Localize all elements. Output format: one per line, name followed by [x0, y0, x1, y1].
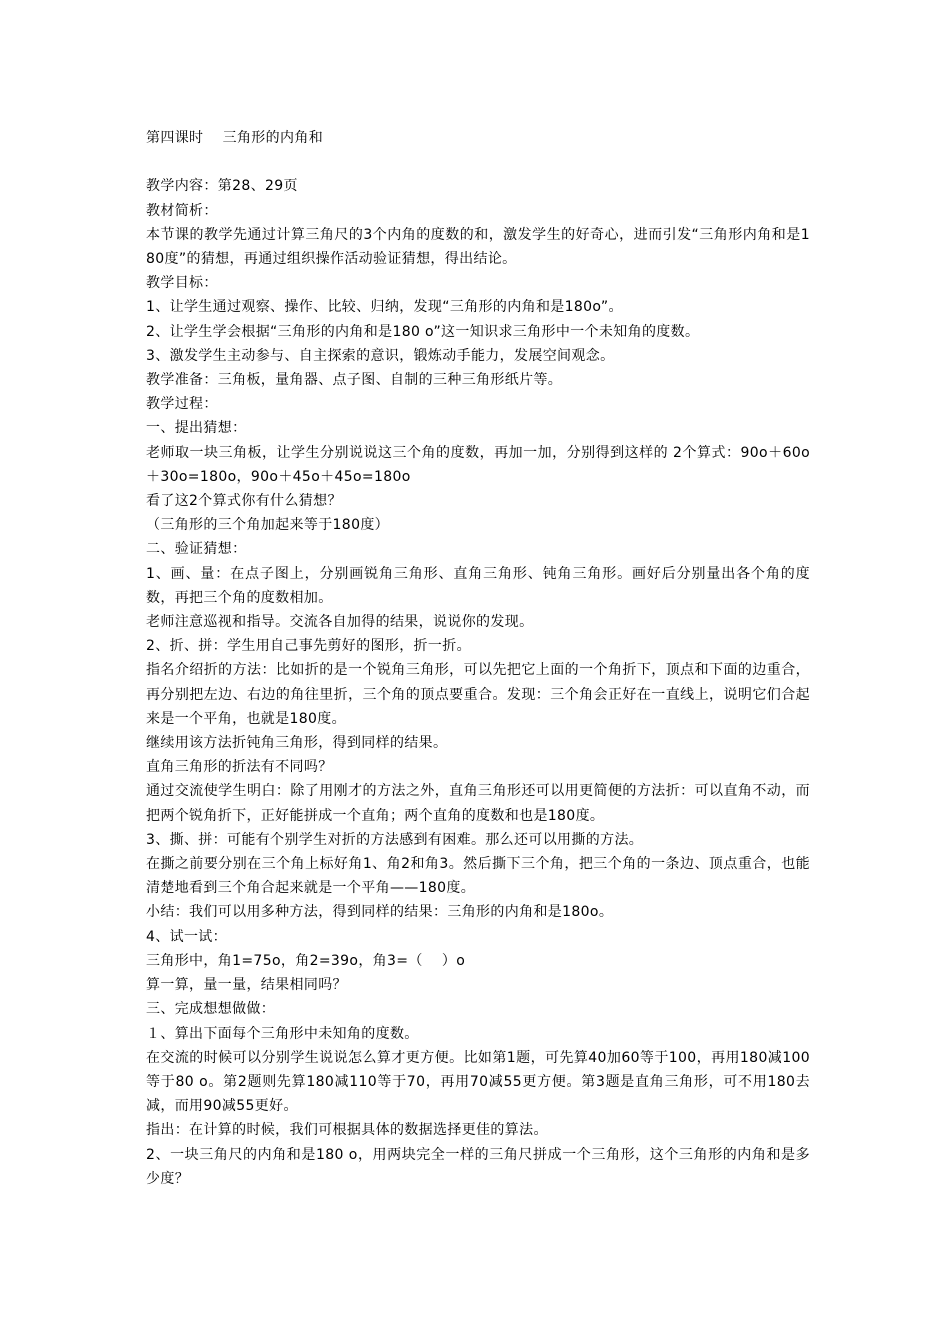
paragraph: 2、一块三角尺的内角和是180 o，用两块完全一样的三角尺拼成一个三角形，这个三角形的内角和是多少度？ — [146, 1146, 810, 1187]
paragraph: 老师注意巡视和指导。交流各自加得的结果，说说你的发现。 — [146, 614, 534, 631]
paragraph: 4、试一试： — [146, 928, 228, 945]
paragraph: 教学准备：三角板，量角器、点子图、自制的三种三角形纸片等。 — [146, 372, 563, 389]
paragraph: 教学目标： — [146, 275, 218, 292]
paragraph: （三角形的三个角加起来等于180度） — [146, 517, 390, 534]
paragraph: 1、画、量：在点子图上，分别画锐角三角形、直角三角形、钝角三角形。画好后分别量出各个角的度数，再把三个角的度数相加。 — [146, 565, 810, 606]
paragraph: 老师取一块三角板，让学生分别说说这三个角的度数，再加一加，分别得到这样的 2个算式：90o＋60o＋30o=180o，90o＋45o＋45o=180o — [146, 444, 810, 485]
document-body — [146, 126, 810, 1191]
paragraph: 一、提出猜想： — [146, 420, 247, 437]
paragraph: 算一算，量一量，结果相同吗？ — [146, 977, 347, 994]
paragraph: 看了这2个算式你有什么猜想？ — [146, 493, 342, 510]
paragraph: 指名介绍折的方法：比如折的是一个锐角三角形，可以先把它上面的一个角折下，顶点和下面的边重合，再分别把左边、右边的角往里折，三个角的顶点要重合。发现：三个角会正好在一直线上，说明它们合起来是一个平角，也就是180度。 — [146, 662, 810, 727]
paragraph: 指出：在计算的时候，我们可根据具体的数据选择更佳的算法。 — [146, 1122, 548, 1139]
paragraph: 三、完成想想做做： — [146, 1001, 276, 1018]
paragraph: 通过交流使学生明白：除了用刚才的方法之外，直角三角形还可以用更简便的方法折：可以直角不动，而把两个锐角折下，正好能拼成一个直角；两个直角的度数和也是180度。 — [146, 783, 810, 824]
blank-line — [146, 150, 810, 174]
paragraph: 在撕之前要分别在三个角上标好角1、角2和角3。然后撕下三个角，把三个角的一条边、顶点重合，也能清楚地看到三个角合起来就是一个平角——180度。 — [146, 856, 810, 897]
paragraph: 三角形中，角1=75o，角2=39o，角3=（ ）o — [146, 952, 466, 969]
paragraph: 小结：我们可以用多种方法，得到同样的结果：三角形的内角和是180o。 — [146, 904, 614, 921]
paragraph: １、算出下面每个三角形中未知角的度数。 — [146, 1025, 419, 1042]
paragraph: 2、让学生学会根据“三角形的内角和是180 o”这一知识求三角形中一个未知角的度数。 — [146, 323, 700, 340]
paragraph: 1、让学生通过观察、操作、比较、归纳，发现“三角形的内角和是180o”。 — [146, 299, 623, 316]
paragraph: 本节课的教学先通过计算三角尺的3个内角的度数的和，激发学生的好奇心，进而引发“三角形内角和是180度”的猜想，再通过组织操作活动验证猜想，得出结论。 — [146, 226, 810, 267]
lesson-title: 第四课时 三角形的内角和 — [146, 130, 324, 146]
paragraph: 教材简析： — [146, 202, 218, 219]
paragraph: 2、折、拼：学生用自己事先剪好的图形，折一折。 — [146, 638, 471, 655]
paragraph: 3、激发学生主动参与、自主探索的意识，锻炼动手能力，发展空间观念。 — [146, 347, 615, 364]
paragraph: 3、撕、拼：可能有个别学生对折的方法感到有困难。那么还可以用撕的方法。 — [146, 831, 644, 848]
paragraph: 二、验证猜想： — [146, 541, 247, 558]
paragraph: 教学内容：第28、29页 — [146, 178, 298, 195]
paragraph: 直角三角形的折法有不同吗？ — [146, 759, 333, 776]
paragraph: 在交流的时候可以分别学生说说怎么算才更方便。比如第1题，可先算40加60等于100，再用180减100等于80 o。第2题则先算180减110等于70，再用70减55更方便。第3题是直角三角形，可不用180去减，而用90减55更好。 — [146, 1049, 810, 1115]
paragraph: 继续用该方法折钝角三角形，得到同样的结果。 — [146, 735, 448, 752]
paragraph: 教学过程： — [146, 396, 218, 413]
